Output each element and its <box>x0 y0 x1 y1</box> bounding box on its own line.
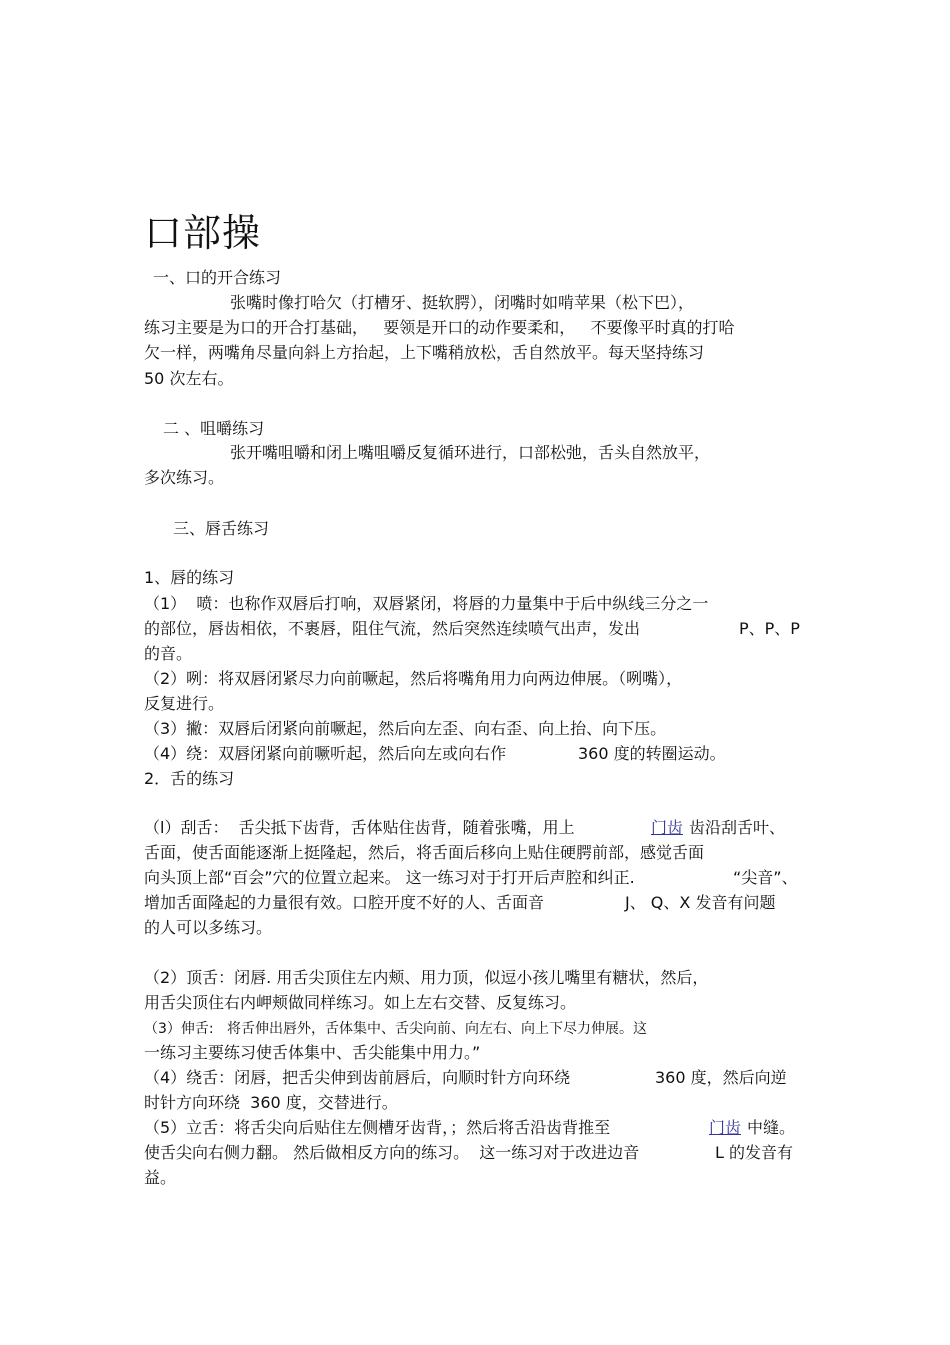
list-item-line: 的人可以多练习。 <box>144 918 273 937</box>
list-item: （3）伸舌: 将舌伸出唇外，舌体集中、舌尖向前、向左右、向上下尽力伸展。这 <box>144 1021 647 1037</box>
list-item-line: 使舌尖向右侧力翻。 然后做相反方向的练习。 这一练习对于改进边音 <box>144 1143 640 1162</box>
list-item-line: J、 Q、X 发音有问题 <box>625 893 776 912</box>
link-front-teeth[interactable]: 门齿 <box>651 818 684 837</box>
page-title: 口部操 <box>144 211 262 255</box>
list-item-line: 的部位，唇齿相依，不裹唇，阻住气流，然后突然连续喷气出声，发出 <box>144 619 641 638</box>
list-item-line: P、P、P <box>739 619 800 638</box>
link-front-teeth[interactable]: 门齿 <box>709 1118 742 1137</box>
list-item-line: 益。 <box>144 1168 177 1187</box>
list-item: （4）绕：双唇闭紧向前噘听起，然后向左或向右作 <box>144 744 507 763</box>
paragraph-line: 50 次左右。 <box>144 369 234 388</box>
paragraph-line: 欠一样，两嘴角尽量向斜上方抬起，上下嘴稍放松，舌自然放平。每天坚持练习 <box>144 343 705 362</box>
list-item-line: 一练习主要练习使舌体集中、舌尖能集中用力。” <box>144 1043 481 1062</box>
list-item-line: 的音。 <box>144 644 193 663</box>
list-item-line: 中缝。 <box>747 1118 796 1137</box>
list-item: （3）撇：双唇后闭紧向前噘起，然后向左歪、向右歪、向上抬、向下压。 <box>144 719 667 738</box>
list-item-line: 用舌尖顶住右内岬颊做同样练习。如上左右交替、反复练习。 <box>144 993 577 1012</box>
list-item: （2）咧：将双唇闭紧尽力向前噘起，然后将嘴角用力向两边伸展。（咧嘴）， <box>144 669 683 688</box>
list-item-line: 增加舌面隆起的力量很有效。口腔开度不好的人、舌面音 <box>144 893 545 912</box>
list-item-line: 齿沿刮舌叶、 <box>689 818 786 837</box>
list-item-line: 360 度的转圈运动。 <box>578 744 726 763</box>
list-item-line: 向头顶上部“百会”穴的位置立起来。 这一练习对于打开后声腔和纠正. <box>144 868 635 887</box>
list-item-line: 360 度，然后向逆 <box>655 1068 787 1087</box>
list-item-line: L 的发音有 <box>715 1143 794 1162</box>
paragraph-line: 张嘴时像打哈欠（打槽牙、挺软腭），闭嘴时如啃苹果（松下巴）， <box>230 293 695 312</box>
paragraph-line: 练习主要是为口的开合打基础， 要领是开口的动作要柔和， 不要像平时真的打哈 <box>144 318 735 337</box>
paragraph-line: 多次练习。 <box>144 468 225 487</box>
section-heading-open-close: 一、口的开合练习 <box>153 268 282 287</box>
list-item: （2）顶舌：闭唇. 用舌尖顶住左内颊、用力顶，似逗小孩儿嘴里有糖状，然后， <box>144 968 709 987</box>
subheading-tongue: 2．舌的练习 <box>144 769 235 788</box>
list-item-line: 反复进行。 <box>144 694 225 713</box>
list-item: （5）立舌：将舌尖向后贴住左侧槽牙齿背，；然后将舌沿齿背推至 <box>144 1118 611 1137</box>
list-item: （4）绕舌：闭唇，把舌尖伸到齿前唇后，向顺时针方向环绕 <box>144 1068 571 1087</box>
section-heading-chewing: 二 、咀嚼练习 <box>163 419 265 438</box>
section-heading-lip-tongue: 三、唇舌练习 <box>173 519 270 538</box>
list-item: （1） 喷：也称作双唇后打响，双唇紧闭，将唇的力量集中于后中纵线三分之一 <box>144 594 709 613</box>
subheading-lip: 1、唇的练习 <box>144 568 235 587</box>
list-item-line: 时针方向环绕 360 度，交替进行。 <box>144 1093 398 1112</box>
paragraph-line: 张开嘴咀嚼和闭上嘴咀嚼反复循环进行，口部松弛，舌头自然放平， <box>230 443 711 462</box>
list-item: （l）刮舌： 舌尖抵下齿背，舌体贴住齿背，随着张嘴，用上 <box>144 818 575 837</box>
list-item-line: “尖音”、 <box>733 868 798 887</box>
list-item-line: 舌面，使舌面能逐渐上挺隆起，然后，将舌面后移向上贴住硬腭前部，感觉舌面 <box>144 843 705 862</box>
